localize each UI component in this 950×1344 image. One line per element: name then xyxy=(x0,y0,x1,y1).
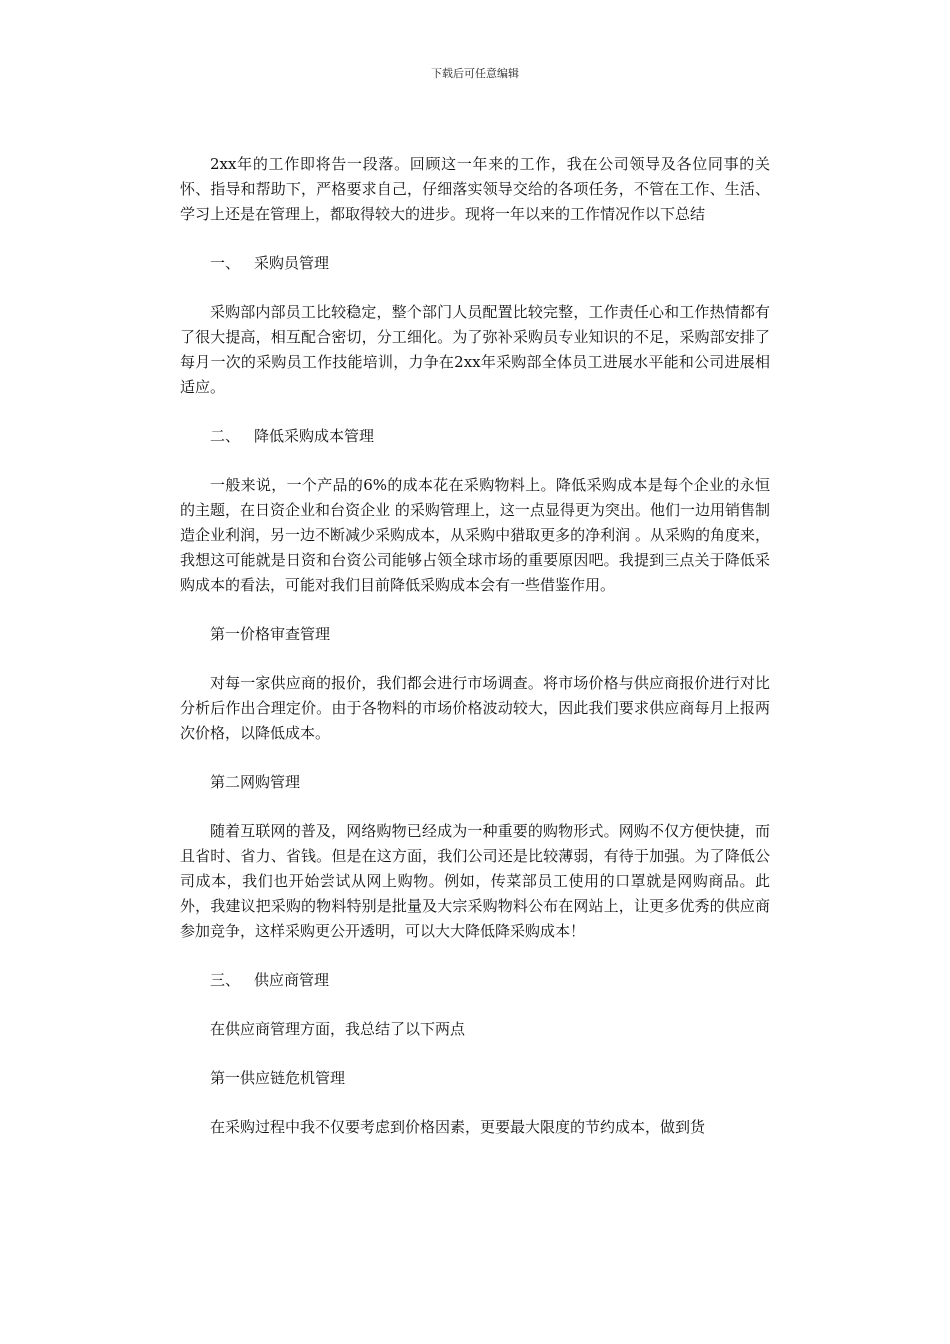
section-heading-2 xyxy=(180,424,770,449)
intro-paragraph: 2xx年的工作即将告一段落。回顾这一年来的工作，我在公司领导及各位同事的关怀、指导和帮助下，严格要求自己，仔细落实领导交给的各项任务，不管在工作、生活、学习上还是在管理上，都取得较大的进步。现将一年以来的工作情况作以下总结 xyxy=(180,155,770,223)
paragraph: 一般来说，一个产品的6%的成本花在采购物料上。降低采购成本是每个企业的永恒的主题，在日资企业和台资企业 的采购管理上，这一点显得更为突出。他们一边用销售制造企业利润，另一边不断减少采购成本，从采购中猎取更多的净利润 。从采购的角度来，我想这可能就是日资和台资公司能够占领全球市场的重要原因吧。我提到三点关于降低采购成本的看法，可能对我们目前降低采购成本会有一些借鉴作用。 xyxy=(180,476,770,594)
section-number: 三、 xyxy=(210,971,241,989)
paragraph: 在供应商管理方面，我总结了以下两点 xyxy=(210,1020,466,1038)
section-number: 一、 xyxy=(210,254,241,272)
subheading: 第一价格审查管理 xyxy=(210,625,331,643)
section-title: 采购员管理 xyxy=(254,254,330,272)
paragraph: 对每一家供应商的报价，我们都会进行市场调查。将市场价格与供应商报价进行对比分析后作出合理定价。由于各物料的市场价格波动较大，因此我们要求供应商每月上报两次价格，以降低成本。 xyxy=(180,674,770,742)
document-body xyxy=(180,152,770,1164)
paragraph: 采购部内部员工比较稳定，整个部门人员配置比较完整，工作责任心和工作热情都有了很大提高，相互配合密切，分工细化。为了弥补采购员专业知识的不足，采购部安排了每月一次的采购员工作技能培训，力争在2xx年采购部全体员工进展水平能和公司进展相适应。 xyxy=(180,303,770,396)
section-heading-1 xyxy=(180,251,770,276)
paragraph: 随着互联网的普及，网络购物已经成为一种重要的购物形式。网购不仅方便快捷，而且省时、省力、省钱。但是在这方面，我们公司还是比较薄弱，有待于加强。为了降低公司成本，我们也开始尝试从网上购物。例如，传菜部员工使用的口罩就是网购商品。此外，我建议把采购的物料特别是批量及大宗采购物料公布在网站上，让更多优秀的供应商参加竞争，这样采购更公开透明，可以大大降低降采购成本！ xyxy=(180,822,770,940)
subheading: 第二网购管理 xyxy=(210,773,301,791)
page-header: 下载后可任意编辑 xyxy=(431,67,519,80)
section-heading-3 xyxy=(180,968,770,993)
paragraph: 在采购过程中我不仅要考虑到价格因素，更要最大限度的节约成本，做到货 xyxy=(210,1118,706,1136)
subheading: 第一供应链危机管理 xyxy=(210,1069,346,1087)
section-number: 二、 xyxy=(210,427,241,445)
section-title: 供应商管理 xyxy=(254,971,330,989)
section-title: 降低采购成本管理 xyxy=(254,427,375,445)
